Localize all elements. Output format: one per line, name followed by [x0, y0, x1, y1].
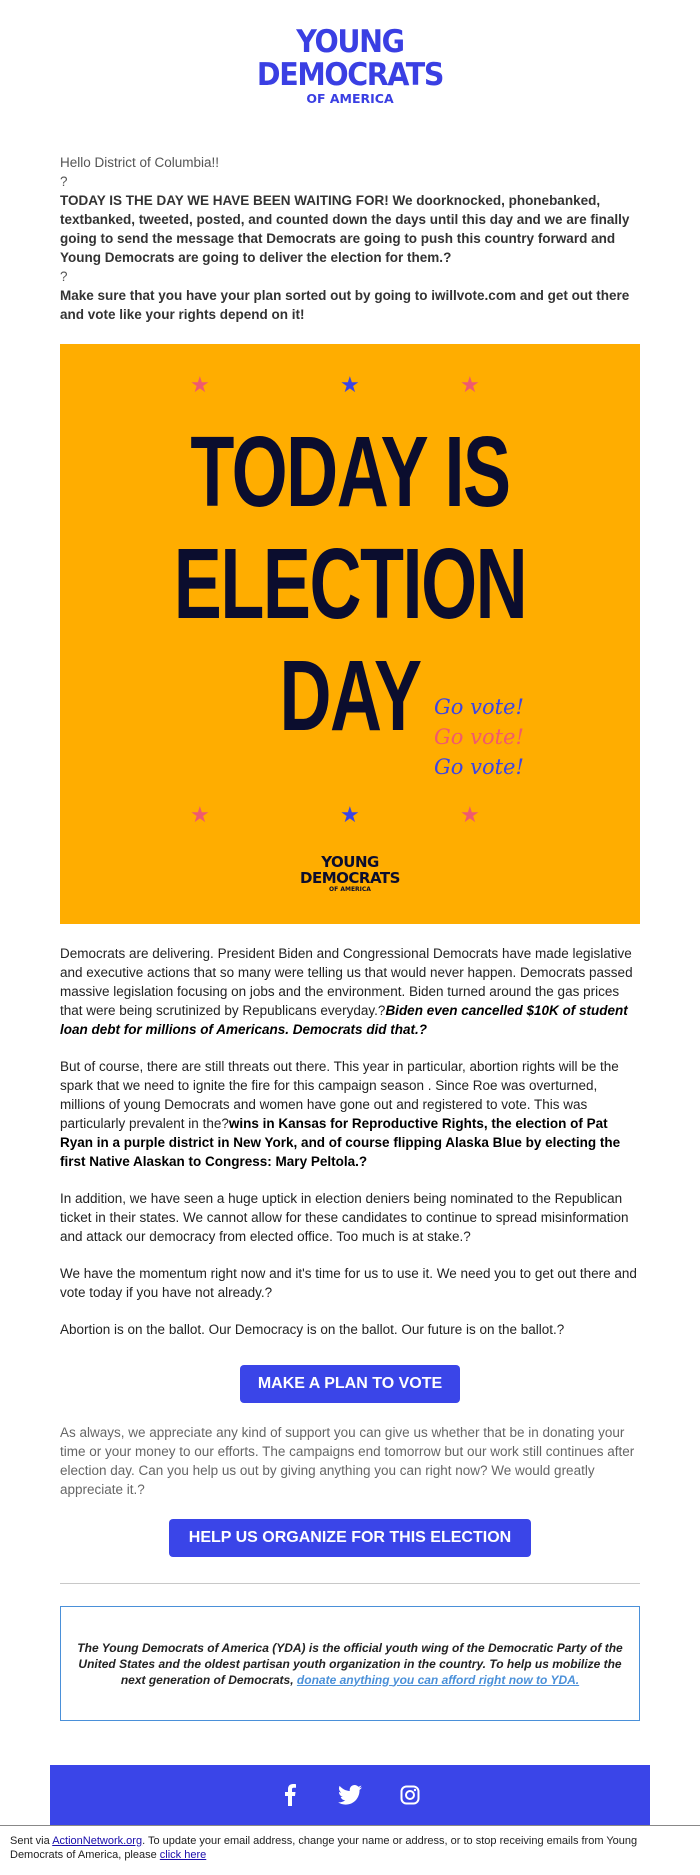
paragraph-ballot: Abortion is on the ballot. Our Democracy is on the ballot. Our future is on the ballot.? [60, 1322, 565, 1337]
go-vote-3: Go vote! [434, 755, 524, 779]
unsubscribe-link[interactable]: click here [159, 1849, 207, 1861]
twitter-icon[interactable] [335, 1780, 365, 1810]
star-icon: ★ [190, 802, 210, 827]
email-body [60, 0, 640, 1721]
mini-logo-young: YOUNG [321, 853, 379, 871]
help-organize-button[interactable]: HELP US ORGANIZE FOR THIS ELECTION [169, 1519, 531, 1557]
logo-line-young: YOUNG [296, 24, 404, 60]
headline-line-2: ELECTION [173, 528, 527, 640]
footer-text: Sent via [10, 1835, 50, 1847]
organize-button-row [60, 1519, 640, 1557]
star-icon: ★ [340, 802, 360, 827]
divider [60, 1583, 640, 1584]
headline-line-3: DAY [279, 640, 421, 752]
greeting: Hello District of Columbia!! [60, 155, 220, 170]
plan-button-row [60, 1365, 640, 1403]
logo-line-of-america: OF AMERICA [306, 91, 394, 106]
star-icon: ★ [460, 372, 480, 397]
paragraph-momentum: We have the momentum right now and it's time for us to use it. We need you to get out there and vote today if you have not already.? [60, 1266, 637, 1300]
paragraph-delivering [60, 944, 640, 1039]
star-icon: ★ [340, 372, 360, 397]
paragraph-emphasis: Biden even cancelled $10K of student loan debt for millions of Americans. Democrats did that.? [60, 1003, 628, 1037]
about-text: The Young Democrats of America (YDA) is the official youth wing of the Democratic Party of the United States and the oldest partisan youth organization in the country. To help us mobilize the next generation of Democrats, [77, 1640, 623, 1687]
go-vote-2: Go vote! [434, 725, 524, 749]
donate-link[interactable]: donate anything you can afford right now to YDA. [296, 1672, 580, 1687]
make-a-plan-button[interactable]: MAKE A PLAN TO VOTE [240, 1365, 460, 1403]
go-vote-1: Go vote! [434, 695, 524, 719]
headline-line-1: TODAY IS [190, 416, 510, 528]
email-footer [0, 1825, 700, 1862]
paragraph-emphasis: wins in Kansas for Reproductive Rights, the election of Pat Ryan in a purple district in New York, and of course flipping Alaska Blue by electing the first Native Alaskan to Congress: Mary Peltola.? [60, 1116, 621, 1169]
social-bar [50, 1765, 650, 1825]
logo-line-democrats: DEMOCRATS [256, 57, 444, 93]
intro-section [60, 153, 640, 324]
mini-logo-of-america: OF AMERICA [329, 886, 371, 893]
placeholder-char: ? [60, 174, 68, 189]
intro-plan-text: Make sure that you have your plan sorted out by going to iwillvote.com and get out there and vote like your rights depend on it! [60, 288, 630, 322]
paragraph-text: Democrats are delivering. President Biden and Congressional Democrats have made legislative and executive actions that so many were telling us that would never happen. Democrats passed massive legislation focusing on jobs and the environment. Biden turned around the gas prices that were being scrutinized by Republicans everyday.? [60, 946, 633, 1018]
star-icon: ★ [460, 802, 480, 827]
yda-logo [60, 0, 640, 105]
footer-text: . To update your email address, change your name or address, or to stop receiving emails from Young Democrats of America, please [10, 1835, 638, 1861]
mini-logo-democrats: DEMOCRATS [300, 869, 400, 887]
intro-headline: TODAY IS THE DAY WE HAVE BEEN WAITING FOR! We doorknocked, phonebanked, textbanked, tweeted, posted, and counted down the days until this day and we are finally going to send the message that Democrats are going to push this country forward and Young Democrats are going to deliver the election for them.? [60, 193, 630, 265]
banner-headline [60, 416, 640, 752]
about-yda-box [60, 1606, 640, 1721]
paragraph-text: But of course, there are still threats out there. This year in particular, abortion rights will be the spark that we need to ignite the fire for this campaign season . Since Roe was overturned, millions of young Democrats and women have gone out and registered to vote. This was particularly prevalent in the? [60, 1059, 619, 1131]
paragraph-threats [60, 1057, 640, 1171]
support-paragraph: As always, we appreciate any kind of support you can give us whether that be in donating your time or your money to our efforts. The campaigns end tomorrow but our work still continues after election day. Can you help us out by giving anything you can right now? We would greatly appreciate it.? [60, 1425, 635, 1497]
placeholder-char: ? [60, 269, 68, 284]
banner-yda-logo [60, 854, 640, 894]
main-content [60, 944, 640, 1339]
actionnetwork-link[interactable]: ActionNetwork.org [52, 1835, 143, 1847]
paragraph-election-deniers: In addition, we have seen a huge uptick in election deniers being nominated to the Republican ticket in their states. We cannot allow for these candidates to continue to spread misinformation and attack our democracy from elected office. Too much is at stake.? [60, 1191, 629, 1244]
go-vote-text [434, 692, 524, 782]
election-day-banner [60, 344, 640, 924]
about-yda-text [76, 1640, 624, 1688]
star-icon: ★ [190, 372, 210, 397]
instagram-icon[interactable] [395, 1780, 425, 1810]
facebook-icon[interactable] [275, 1780, 305, 1810]
